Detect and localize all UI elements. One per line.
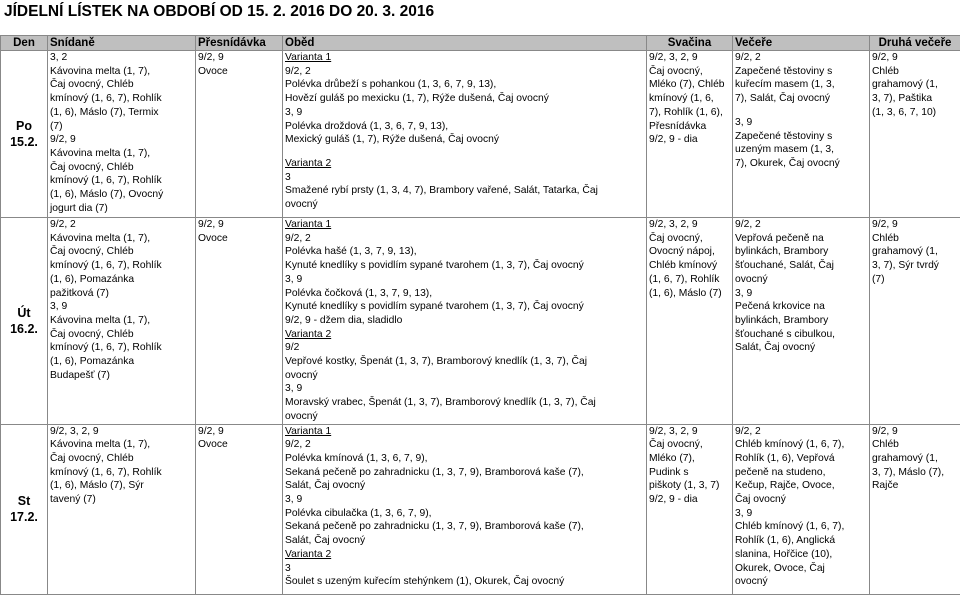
menu-line: 9/2, 9 - dia (649, 133, 730, 147)
header-lunch: Oběd (283, 36, 647, 51)
header-snack: Přesnídávka (196, 36, 283, 51)
menu-line: (1, 6), Máslo (7) (649, 287, 730, 301)
menu-line: Šoulet s uzeným kuřecím stehýnkem (1), Okurek, Čaj ovocný (285, 575, 644, 589)
menu-line: jogurt dia (7) (50, 202, 193, 216)
menu-line: 3, 9 (50, 300, 193, 314)
menu-line: 9/2, 9 - džem dia, sladidlo (285, 314, 644, 328)
menu-line: Sekaná pečeně po zahradnicku (1, 3, 7, 9), Bramborová kaše (7), (285, 466, 644, 480)
menu-line: Salát, Čaj ovocný (285, 479, 644, 493)
variant-label: Varianta 2 (285, 328, 644, 342)
menu-line: Chléb (872, 232, 958, 246)
menu-line: Kynuté knedlíky s povidlím sypané tvarohem (1, 3, 7), Čaj ovocný (285, 300, 644, 314)
second-dinner-cell (870, 424, 960, 594)
menu-line: Okurek, Ovoce, Čaj (735, 562, 867, 576)
menu-line: Chléb kmínový (1, 6, 7), (735, 438, 867, 452)
menu-line: Chléb (872, 438, 958, 452)
menu-line: Přesnídávka (649, 120, 730, 134)
day-cell: Út 16.2. (1, 218, 48, 425)
menu-line: kmínový (1, 6, 7), Rohlík (50, 259, 193, 273)
day-row-monday (1, 51, 960, 218)
breakfast-cell (48, 424, 196, 594)
menu-table (0, 35, 960, 595)
menu-line: Kávovina melta (1, 7), (50, 65, 193, 79)
menu-line: pečeně na studeno, (735, 466, 867, 480)
menu-line: 9/2, 2 (735, 51, 867, 65)
menu-line: 9/2, 9 (198, 425, 280, 439)
menu-line: grahamový (1, (872, 452, 958, 466)
menu-line: (1, 6), Pomazánka (50, 355, 193, 369)
menu-line: grahamový (1, (872, 78, 958, 92)
menu-line: 7), Salát, Čaj ovocný (735, 92, 867, 106)
header-afternoon-snack: Svačina (647, 36, 733, 51)
menu-line: 9/2, 3, 2, 9 (649, 425, 730, 439)
day-cell: St 17.2. (1, 424, 48, 594)
menu-line: tavený (7) (50, 493, 193, 507)
menu-line: 3, 9 (735, 287, 867, 301)
header-dinner: Večeře (733, 36, 870, 51)
menu-line: Smažené rybí prsty (1, 3, 4, 7), Brambory vařené, Salát, Tatarka, Čaj (285, 184, 644, 198)
menu-line: 9/2, 2 (50, 218, 193, 232)
menu-line: 3, 9 (285, 382, 644, 396)
menu-line: 3 (285, 171, 644, 185)
menu-line: 3, 9 (735, 116, 867, 130)
menu-line: Hovězí guláš po mexicku (1, 7), Rýže dušená, Čaj ovocný (285, 92, 644, 106)
menu-line: Zapečené těstoviny s (735, 65, 867, 79)
menu-line: 3, 9 (285, 493, 644, 507)
menu-line: grahamový (1, (872, 245, 958, 259)
menu-line: Kávovina melta (1, 7), (50, 438, 193, 452)
lunch-cell (283, 218, 647, 425)
spacer (285, 147, 644, 157)
menu-line: ovocný (285, 410, 644, 424)
menu-line: Polévka kmínová (1, 3, 6, 7, 9), (285, 452, 644, 466)
menu-line: Čaj ovocný, Chléb (50, 245, 193, 259)
menu-line: Kávovina melta (1, 7), (50, 314, 193, 328)
menu-line: Čaj ovocný, Chléb (50, 452, 193, 466)
menu-line: 3, 7), Máslo (7), (872, 466, 958, 480)
menu-line: ovocný (735, 273, 867, 287)
menu-line: kmínový (1, 6, 7), Rohlík (50, 466, 193, 480)
menu-line: Čaj ovocný, Chléb (50, 161, 193, 175)
menu-line: kmínový (1, 6, (649, 92, 730, 106)
menu-line: 3, 7), Sýr tvrdý (872, 259, 958, 273)
menu-line: (1, 6, 7), Rohlík (649, 273, 730, 287)
menu-line: Čaj ovocný, Chléb (50, 328, 193, 342)
menu-line: 3, 9 (285, 106, 644, 120)
menu-line: Chléb (872, 65, 958, 79)
menu-line: 9/2, 3, 2, 9 (649, 218, 730, 232)
menu-line: 9/2, 3, 2, 9 (50, 425, 193, 439)
menu-line: 3, 7), Paštika (872, 92, 958, 106)
second-dinner-cell (870, 51, 960, 218)
menu-line: Vepřové kostky, Špenát (1, 3, 7), Bramborový knedlík (1, 3, 7), Čaj (285, 355, 644, 369)
menu-line: 7), Okurek, Čaj ovocný (735, 157, 867, 171)
menu-line: Čaj ovocný, (649, 438, 730, 452)
menu-line: Budapešť (7) (50, 369, 193, 383)
snack-cell (196, 51, 283, 218)
menu-line: bylinkách, Brambory (735, 245, 867, 259)
menu-line: (1, 6), Pomazánka (50, 273, 193, 287)
menu-line: Polévka čočková (1, 3, 7, 9, 13), (285, 287, 644, 301)
lunch-cell (283, 424, 647, 594)
menu-line: Rohlík (1, 6), Anglická (735, 534, 867, 548)
menu-line: Rajče (872, 479, 958, 493)
menu-line: 9/2, 9 (872, 218, 958, 232)
menu-line: 3, 9 (285, 273, 644, 287)
menu-line: Kečup, Rajče, Ovoce, (735, 479, 867, 493)
menu-line: 9/2, 2 (735, 425, 867, 439)
menu-line: Mléko (7), Chléb (649, 78, 730, 92)
menu-line: Sekaná pečeně po zahradnicku (1, 3, 7, 9), Bramborová kaše (7), (285, 520, 644, 534)
variant-label: Varianta 2 (285, 548, 644, 562)
menu-line: Mléko (7), (649, 452, 730, 466)
menu-line: (7) (50, 120, 193, 134)
menu-line: ovocný (735, 575, 867, 589)
menu-line: 9/2, 9 (198, 218, 280, 232)
menu-line: 3, 9 (735, 507, 867, 521)
menu-line: Čaj ovocný (735, 493, 867, 507)
menu-line: Pečená krkovice na (735, 300, 867, 314)
menu-line: 7), Rohlík (1, 6), (649, 106, 730, 120)
menu-line: Ovoce (198, 232, 280, 246)
menu-line: uzeným masem (1, 3, (735, 143, 867, 157)
menu-line: bylinkách, Brambory (735, 314, 867, 328)
menu-line: (1, 3, 6, 7, 10) (872, 106, 958, 120)
day-row-tuesday (1, 218, 960, 425)
menu-line: Kynuté knedlíky s povidlím sypané tvarohem (1, 3, 7), Čaj ovocný (285, 259, 644, 273)
menu-line: 3 (285, 562, 644, 576)
menu-line: Moravský vrabec, Špenát (1, 3, 7), Bramborový knedlík (1, 3, 7), Čaj (285, 396, 644, 410)
page-title: JÍDELNÍ LÍSTEK NA OBDOBÍ OD 15. 2. 2016 DO 20. 3. 2016 (4, 3, 434, 21)
second-dinner-cell (870, 218, 960, 425)
menu-line: pažitková (7) (50, 287, 193, 301)
menu-line: piškoty (1, 3, 7) (649, 479, 730, 493)
menu-line: (7) (872, 273, 958, 287)
menu-line: Čaj ovocný, (649, 65, 730, 79)
menu-line: slanina, Hořčice (10), (735, 548, 867, 562)
menu-line: Čaj ovocný, Chléb (50, 78, 193, 92)
day-cell: Po 15.2. (1, 51, 48, 218)
afternoon-snack-cell (647, 424, 733, 594)
menu-line: (1, 6), Máslo (7), Ovocný (50, 188, 193, 202)
menu-line: 9/2, 9 - dia (649, 493, 730, 507)
menu-line: Mexický guláš (1, 7), Rýže dušená, Čaj ovocný (285, 133, 644, 147)
menu-line: 9/2, 2 (285, 65, 644, 79)
menu-line: 9/2, 9 (198, 51, 280, 65)
menu-line: kmínový (1, 6, 7), Rohlík (50, 341, 193, 355)
menu-line: 9/2, 3, 2, 9 (649, 51, 730, 65)
afternoon-snack-cell (647, 218, 733, 425)
menu-line: ovocný (285, 369, 644, 383)
menu-line: Zapečené těstoviny s (735, 130, 867, 144)
menu-line: Ovoce (198, 65, 280, 79)
dinner-cell (733, 51, 870, 218)
menu-line: Polévka hašé (1, 3, 7, 9, 13), (285, 245, 644, 259)
day-row-wednesday (1, 424, 960, 594)
variant-label: Varianta 2 (285, 157, 644, 171)
menu-line: šťouchané, Salát, Čaj (735, 259, 867, 273)
menu-line: kmínový (1, 6, 7), Rohlík (50, 92, 193, 106)
breakfast-cell (48, 51, 196, 218)
menu-line: 9/2, 2 (285, 232, 644, 246)
spacer (735, 106, 867, 116)
snack-cell (196, 424, 283, 594)
variant-label: Varianta 1 (285, 51, 644, 65)
header-second-dinner: Druhá večeře (870, 36, 960, 51)
menu-line: Rohlík (1, 6), Vepřová (735, 452, 867, 466)
breakfast-cell (48, 218, 196, 425)
afternoon-snack-cell (647, 51, 733, 218)
variant-label: Varianta 1 (285, 425, 644, 439)
menu-line: Ovoce (198, 438, 280, 452)
menu-line: Chléb kmínový (1, 6, 7), (735, 520, 867, 534)
menu-line: Polévka cibulačka (1, 3, 6, 7, 9), (285, 507, 644, 521)
lunch-cell (283, 51, 647, 218)
variant-label: Varianta 1 (285, 218, 644, 232)
dinner-cell (733, 218, 870, 425)
menu-line: (1, 6), Máslo (7), Sýr (50, 479, 193, 493)
header-breakfast: Snídaně (48, 36, 196, 51)
header-row (1, 36, 960, 51)
menu-line: 9/2, 2 (735, 218, 867, 232)
menu-line: Chléb kmínový (649, 259, 730, 273)
menu-line: 9/2 (285, 341, 644, 355)
menu-line: (1, 6), Máslo (7), Termix (50, 106, 193, 120)
menu-line: 9/2, 9 (872, 51, 958, 65)
dinner-cell (733, 424, 870, 594)
header-day: Den (1, 36, 48, 51)
menu-line: šťouchané s cibulkou, (735, 328, 867, 342)
menu-line: kmínový (1, 6, 7), Rohlík (50, 174, 193, 188)
menu-line: Čaj ovocný, (649, 232, 730, 246)
menu-line: ovocný (285, 198, 644, 212)
menu-line: 9/2, 9 (872, 425, 958, 439)
menu-line: 9/2, 9 (50, 133, 193, 147)
menu-line: Salát, Čaj ovocný (735, 341, 867, 355)
menu-line: 9/2, 2 (285, 438, 644, 452)
menu-line: Vepřová pečeně na (735, 232, 867, 246)
menu-line: Polévka drůbeží s pohankou (1, 3, 6, 7, 9, 13), (285, 78, 644, 92)
menu-line: Salát, Čaj ovocný (285, 534, 644, 548)
menu-line: 3, 2 (50, 51, 193, 65)
menu-line: Kávovina melta (1, 7), (50, 147, 193, 161)
menu-line: Pudink s (649, 466, 730, 480)
menu-line: kuřecím masem (1, 3, (735, 78, 867, 92)
snack-cell (196, 218, 283, 425)
menu-line: Ovocný nápoj, (649, 245, 730, 259)
menu-line: Polévka droždová (1, 3, 6, 7, 9, 13), (285, 120, 644, 134)
menu-line: Kávovina melta (1, 7), (50, 232, 193, 246)
